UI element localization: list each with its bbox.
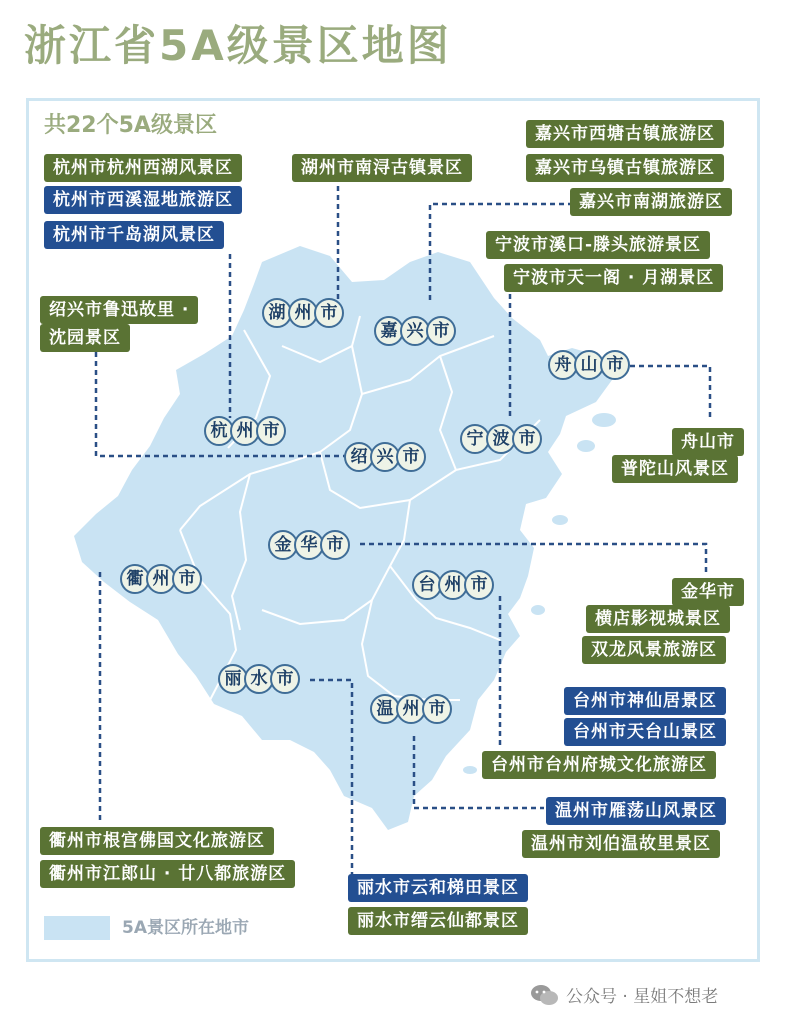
island <box>552 515 568 525</box>
spot-jinhua-shuanglong: 双龙风景旅游区 <box>582 636 726 664</box>
city-label-quzhou: 衢 州 市 <box>120 564 198 594</box>
spot-ningbo-xikou: 宁波市溪口-滕头旅游景区 <box>486 231 710 259</box>
island <box>531 605 545 615</box>
spot-taizhou-fucheng: 台州市台州府城文化旅游区 <box>482 751 716 779</box>
spot-ningbo-tianyige: 宁波市天一阁 · 月湖景区 <box>504 264 723 292</box>
spot-quzhou-gengong: 衢州市根宫佛国文化旅游区 <box>40 827 274 855</box>
spot-taizhou-tiantaishan: 台州市天台山景区 <box>564 718 726 746</box>
city-label-huzhou: 湖 州 市 <box>262 298 340 328</box>
island <box>577 440 595 452</box>
legend-label: 5A景区所在地市 <box>122 918 249 938</box>
spot-huzhou-nanxun: 湖州市南浔古镇景区 <box>292 154 472 182</box>
spot-wenzhou-yandangshan: 温州市雁荡山风景区 <box>546 797 726 825</box>
city-label-jinhua: 金 华 市 <box>268 530 346 560</box>
spot-shaoxing-luxun-line1: 绍兴市鲁迅故里 · <box>40 296 198 324</box>
city-label-ningbo: 宁 波 市 <box>460 424 538 454</box>
city-label-wenzhou: 温 州 市 <box>370 694 448 724</box>
spot-quzhou-jianglangshan: 衢州市江郎山 · 廿八都旅游区 <box>40 860 295 888</box>
wechat-icon <box>530 984 560 1006</box>
map-subtitle: 共22个5A级景区 <box>44 113 217 138</box>
city-label-taizhou: 台 州 市 <box>412 570 490 600</box>
island <box>592 413 616 427</box>
city-label-jiaxing: 嘉 兴 市 <box>374 316 452 346</box>
spot-hangzhou-xixi: 杭州市西溪湿地旅游区 <box>44 186 242 214</box>
page-title: 浙江省5A级景区地图 <box>24 21 452 70</box>
spot-hangzhou-xihu: 杭州市杭州西湖风景区 <box>44 154 242 182</box>
spot-lishui-xiandu: 丽水市缙云仙都景区 <box>348 907 528 935</box>
spot-wenzhou-liubowen: 温州市刘伯温故里景区 <box>522 830 720 858</box>
legend-swatch <box>44 916 110 940</box>
spot-jiaxing-wuzhen: 嘉兴市乌镇古镇旅游区 <box>526 154 724 182</box>
spot-lishui-yunhe: 丽水市云和梯田景区 <box>348 874 528 902</box>
city-label-hangzhou: 杭 州 市 <box>204 416 282 446</box>
spot-jinhua-label: 金华市 <box>672 578 744 606</box>
spot-jiaxing-nanhu: 嘉兴市南湖旅游区 <box>570 188 732 216</box>
spot-taizhou-shenxianju: 台州市神仙居景区 <box>564 687 726 715</box>
city-label-lishui: 丽 水 市 <box>218 664 296 694</box>
city-label-shaoxing: 绍 兴 市 <box>344 442 422 472</box>
city-label-zhoushan: 舟 山 市 <box>548 350 626 380</box>
island <box>463 766 477 774</box>
footer-credit: 公众号 · 星姐不想老 <box>566 987 719 1007</box>
spot-jinhua-hengdian: 横店影视城景区 <box>586 605 730 633</box>
spot-zhoushan-putuo: 普陀山风景区 <box>612 455 738 483</box>
spot-zhoushan-label: 舟山市 <box>672 428 744 456</box>
spot-jiaxing-xitang: 嘉兴市西塘古镇旅游区 <box>526 120 724 148</box>
spot-shaoxing-luxun-line2: 沈园景区 <box>40 324 130 352</box>
spot-hangzhou-qiandaohu: 杭州市千岛湖风景区 <box>44 221 224 249</box>
